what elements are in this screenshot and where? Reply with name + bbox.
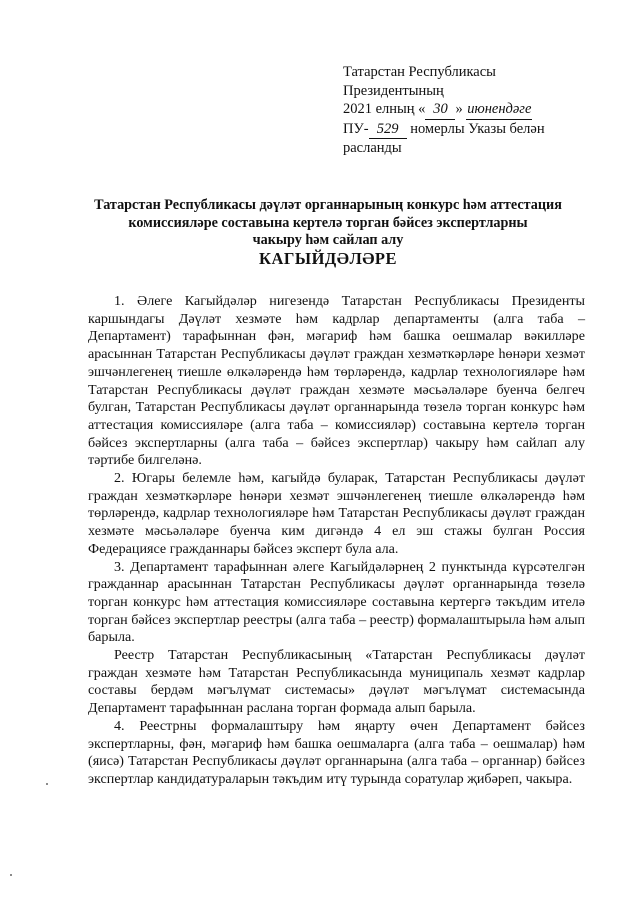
approval-line-republic: Татарстан Республикасы [343, 64, 496, 80]
paragraph-3-registry: Реестр Татарстан Республикасының «Татарстан Республикасы дәүләт граждан хезмәте һәм Татарстан Республикасында муниципаль хезмәт кадрлар составы бердәм мәгълүмат системасы» дәүләт мәгълүмат системасында Департамент тарафыннан раслана торган формада алып барыла. [88, 647, 585, 717]
approval-stamp [343, 63, 593, 158]
paragraph-3: 3. Департамент тарафыннан әлеге Кагыйдәләрнең 2 пунктында күрсәтелгән гражданнар арасыннан Татарстан Республикасы дәүләт органнарында төзелә торган конкурс һәм аттестация комиссияләре составына кертергә тәкъдим ителә торган бәйсез экспертлар реестры (алга таба – реестр) формалаштырыла һәм алып барыла. [88, 558, 585, 646]
approval-quote-close: » [455, 101, 463, 117]
approval-line-date [343, 100, 593, 120]
title-line-2: комиссияләре составына кертелә торган бәйсез экспертларны [128, 214, 528, 231]
approval-number-prefix: ПУ- [343, 120, 369, 137]
paragraph-1: 1. Әлеге Кагыйдәләр нигезендә Татарстан Республикасы Президенты каршындагы Дәүләт хезмәте һәм кадрлар департаменты (алга таба – Департамент) тарафыннан фән, мәгариф һәм башка оешмалар вәкилләре арасыннан Татарстан Республикасы дәүләт граждан хезмәткәрләре һөнәри хезмәт эшчәнлегенең тиешле өлкәләрендә һәм төрләрендә, кадрлар технологияләре һәм Татарстан Республикасы дәүләт граждан хезмәте мәсьәләләре буенча белгеч булган, Татарстан Республикасы дәүләт органнарында төзелә торган конкурс һәм аттестация комиссияләре (алга таба – комиссияләр) составына кертелә торган бәйсез экспертларны (алга таба – бәйсез экспертлар) чакыру һәм сайлап алу тәртибе билгеләнә. [88, 293, 585, 469]
approval-line-president: Президентының [343, 82, 444, 99]
title-line-1: Татарстан Республикасы дәүләт органнарының конкурс һәм аттестация [94, 197, 562, 213]
approval-line-approved: расланды [343, 140, 402, 156]
paragraph-4: 4. Реестрны формалаштыру һәм яңарту өчен Департамент бәйсез экспертларны, фән, мәгариф һәм башка оешмаларга (алга таба – оешмалар) һәм (яисә) Татарстан Республикасы дәүләт органнарына (алга таба – органнар) бәйсез экспертлар кандидатураларын тәкъдим итү турында соратулар җибәреп, чакыра. [88, 717, 585, 787]
approval-year-prefix: 2021 елның « [343, 101, 426, 117]
paragraph-2: 2. Югары белемле һәм, кагыйдә буларак, Татарстан Республикасы дәүләт граждан хезмәткәрләре һөнәри хезмәт эшчәнлегенең тиешле өлкәләрендә һәм төрләрендә, кадрлар технологияләре һәм Татарстан Республикасы дәүләт граждан хезмәте мәсьәләләре буенча ким дигәндә 4 ел эш стажы булган Россия Федерациясе гражданнары бәйсез эксперт була ала. [88, 470, 585, 557]
document-body [88, 293, 585, 789]
approval-number: 529 [369, 120, 407, 140]
scan-speck [10, 874, 12, 876]
title-line-3: чакыру һәм сайлап алу [252, 232, 404, 248]
document-heading: КАГЫЙДӘЛӘРЕ [258, 249, 398, 268]
approval-month: июнендәге [466, 100, 532, 120]
approval-day: 30 [425, 100, 455, 120]
approval-number-suffix: номерлы Указы белән [410, 120, 545, 137]
document-title [58, 197, 598, 250]
scan-speck [46, 783, 48, 785]
approval-line-number [343, 120, 593, 140]
